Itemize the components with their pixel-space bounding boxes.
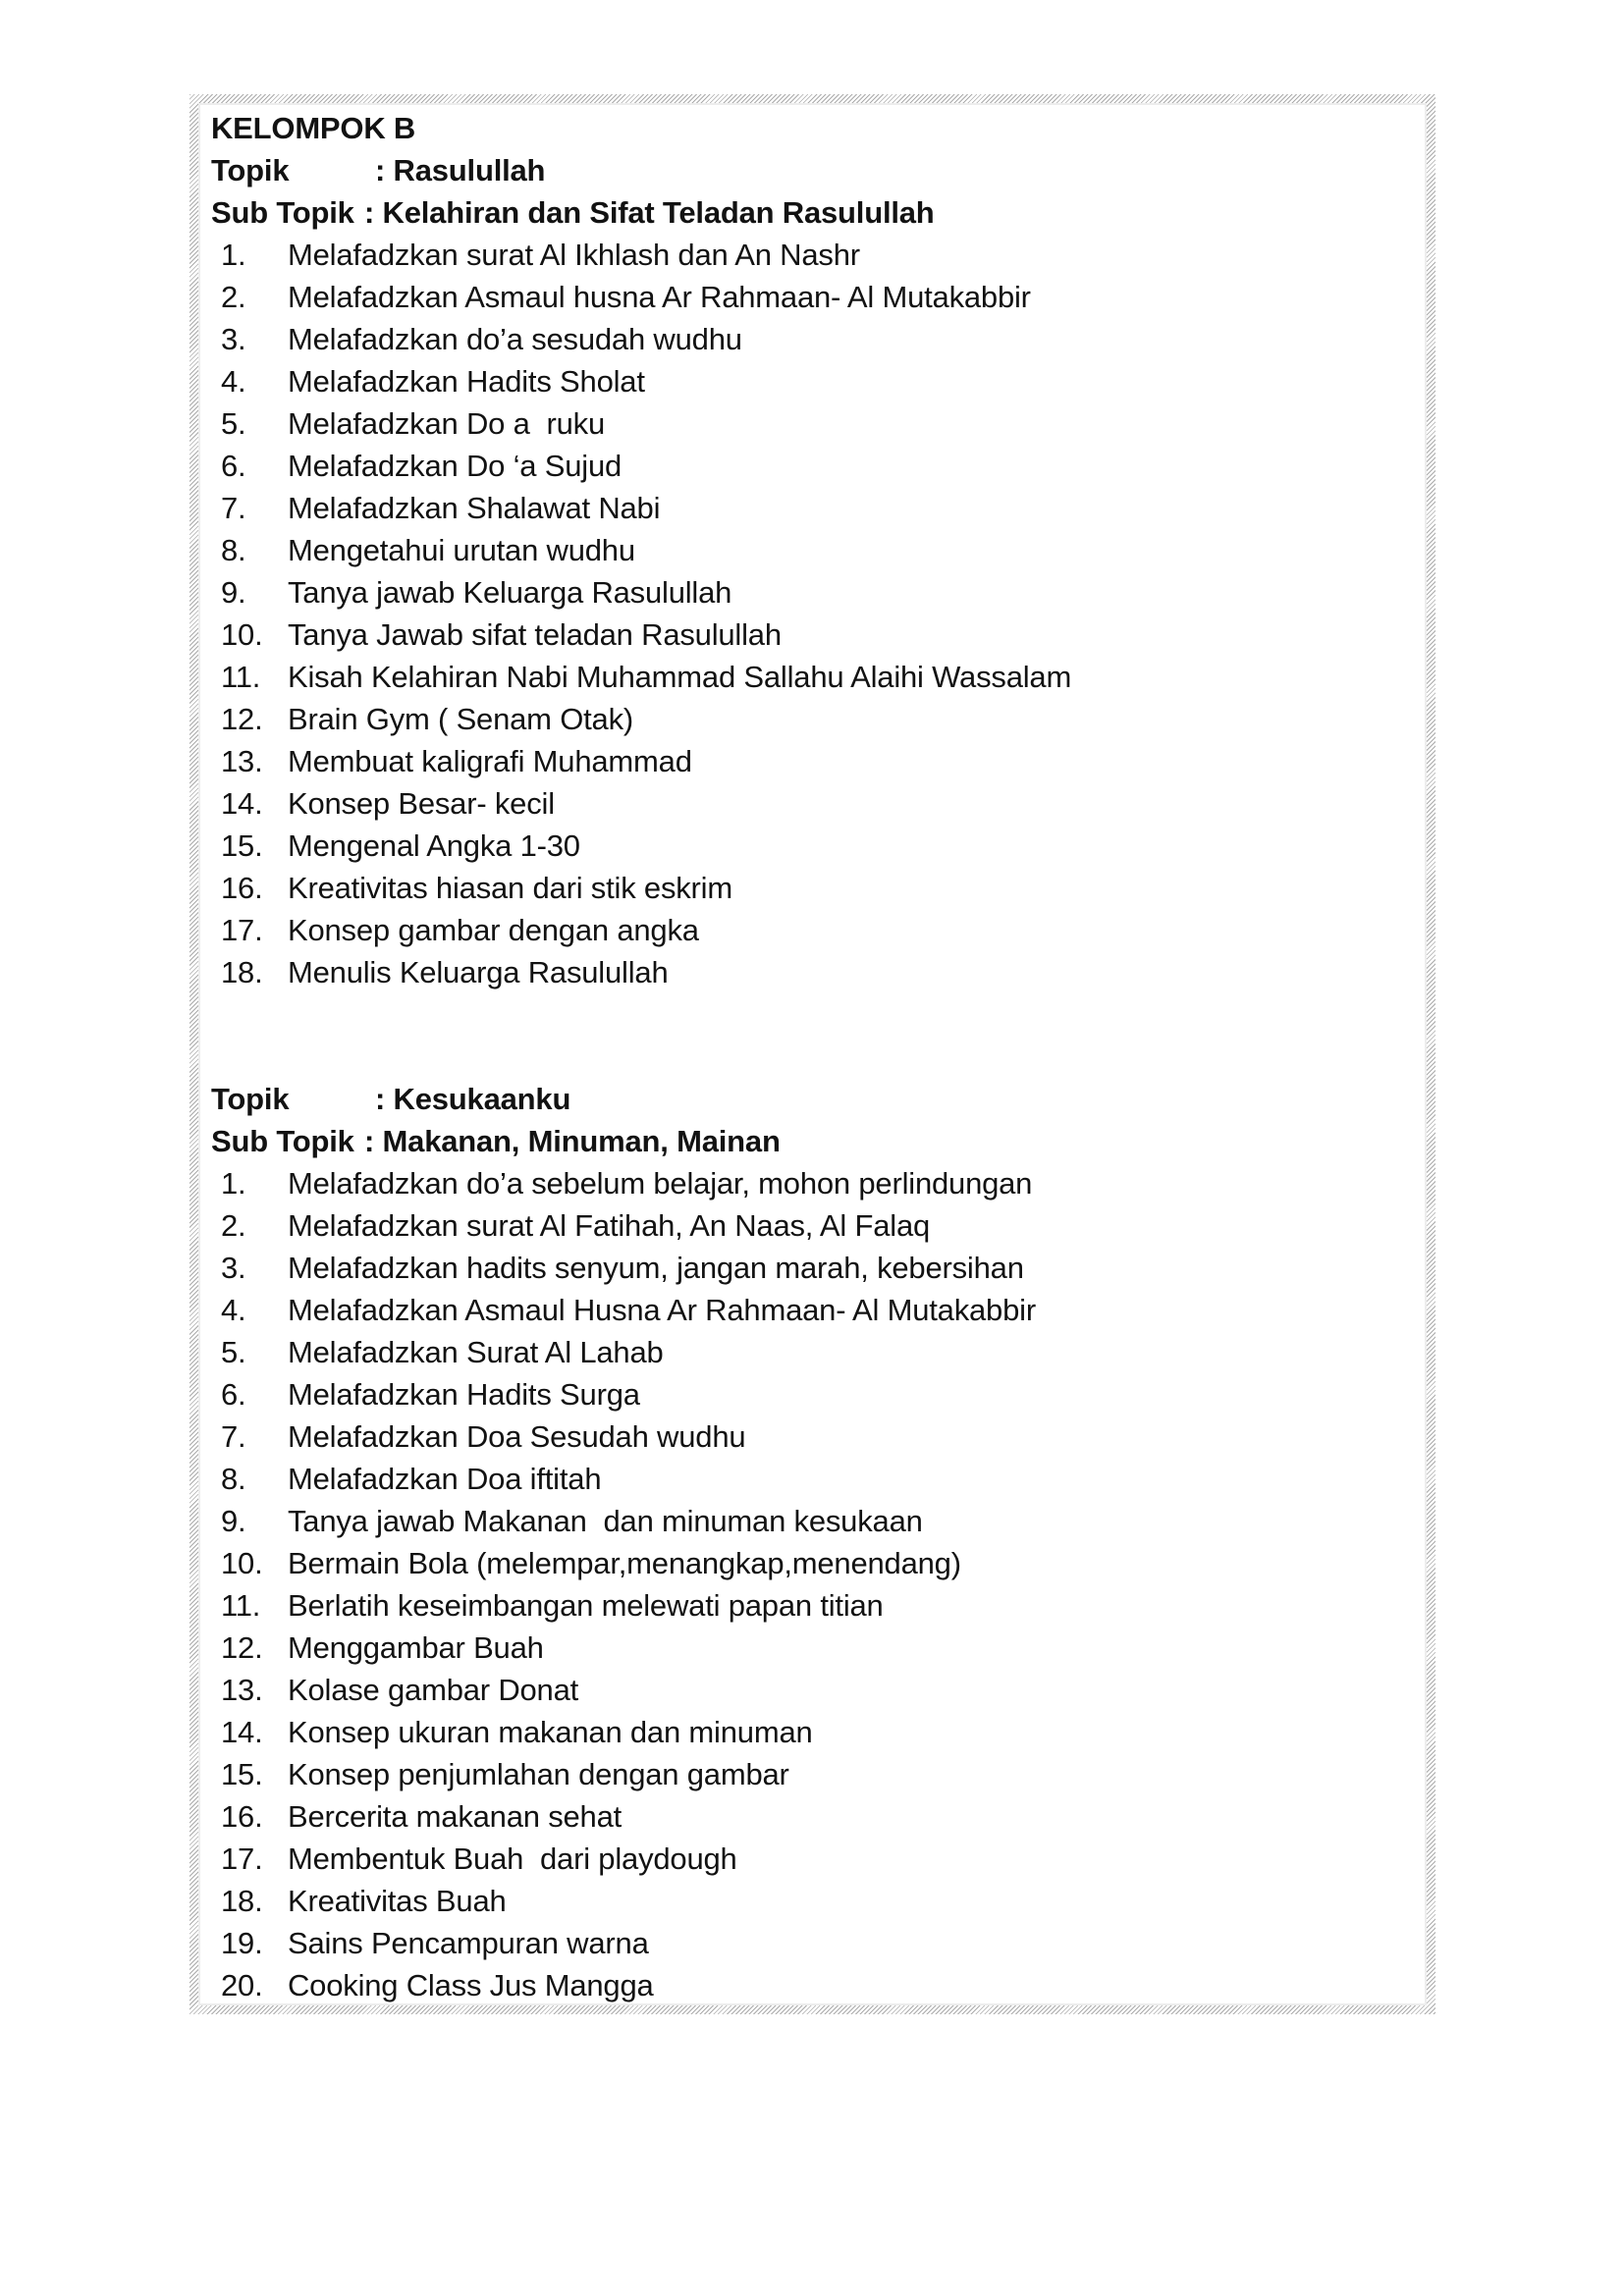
list-item bbox=[221, 909, 1417, 951]
list-item bbox=[221, 1753, 1417, 1795]
list-item bbox=[221, 1373, 1417, 1415]
list-item-number: 9. bbox=[221, 1504, 246, 1538]
list-item bbox=[221, 1162, 1417, 1204]
list-item-text: Melafadzkan Asmaul Husna Ar Rahmaan- Al Mutakabbir bbox=[288, 1293, 1036, 1327]
list-item bbox=[221, 1247, 1417, 1289]
list-item bbox=[221, 445, 1417, 487]
list-item bbox=[221, 1964, 1417, 2005]
list-item-number: 8. bbox=[221, 533, 246, 567]
list-item bbox=[221, 1880, 1417, 1922]
list-item-number: 12. bbox=[221, 702, 263, 736]
list-item-text: Kolase gambar Donat bbox=[288, 1673, 579, 1707]
list-item bbox=[221, 1458, 1417, 1500]
list-item bbox=[221, 1795, 1417, 1838]
list-item-number: 13. bbox=[221, 744, 263, 778]
list-item-number: 1. bbox=[221, 1166, 246, 1201]
list-item bbox=[221, 740, 1417, 782]
list-item-text: Melafadzkan Do ‘a Sujud bbox=[288, 449, 623, 483]
list-item-number: 13. bbox=[221, 1673, 263, 1707]
activity-list-2 bbox=[211, 1162, 1417, 2005]
list-item-text: Melafadzkan hadits senyum, jangan marah, kebersihan bbox=[288, 1251, 1024, 1285]
subtopic-value-2: : Makanan, Minuman, Mainan bbox=[364, 1124, 781, 1158]
list-item-number: 18. bbox=[221, 955, 263, 989]
list-item-number: 19. bbox=[221, 1926, 263, 1960]
list-item-text: Melafadzkan Shalawat Nabi bbox=[288, 491, 661, 525]
list-item bbox=[221, 867, 1417, 909]
list-item-text: Konsep ukuran makanan dan minuman bbox=[288, 1715, 813, 1749]
list-item-text: Tanya jawab Makanan dan minuman kesukaan bbox=[288, 1504, 923, 1538]
list-item-number: 17. bbox=[221, 1842, 263, 1876]
subtopic-row-2 bbox=[211, 1120, 1417, 1162]
subtopic-label-2: Sub Topik bbox=[211, 1124, 354, 1158]
list-item bbox=[221, 1204, 1417, 1247]
list-item-number: 10. bbox=[221, 617, 263, 652]
list-item-text: Membentuk Buah dari playdough bbox=[288, 1842, 737, 1876]
list-item bbox=[221, 276, 1417, 318]
subtopic-row-1 bbox=[211, 191, 1417, 234]
list-item-number: 1. bbox=[221, 238, 246, 272]
list-item-number: 2. bbox=[221, 1208, 246, 1243]
list-item-text: Melafadzkan surat Al Fatihah, An Naas, Al Falaq bbox=[288, 1208, 931, 1243]
list-item-text: Berlatih keseimbangan melewati papan titian bbox=[288, 1588, 884, 1623]
list-item bbox=[221, 1711, 1417, 1753]
list-item-number: 17. bbox=[221, 913, 263, 947]
list-item bbox=[221, 614, 1417, 656]
list-item-text: Brain Gym ( Senam Otak) bbox=[288, 702, 633, 736]
list-item-number: 9. bbox=[221, 575, 246, 610]
list-item bbox=[221, 951, 1417, 993]
list-item-text: Bermain Bola (melempar,menangkap,menendang) bbox=[288, 1546, 961, 1580]
list-item bbox=[221, 402, 1417, 445]
list-item bbox=[221, 529, 1417, 571]
list-item-number: 7. bbox=[221, 491, 246, 525]
list-item bbox=[221, 1289, 1417, 1331]
list-item bbox=[221, 1584, 1417, 1627]
list-item bbox=[221, 698, 1417, 740]
list-item bbox=[221, 234, 1417, 276]
list-item-number: 16. bbox=[221, 1799, 263, 1834]
list-item-text: Kreativitas hiasan dari stik eskrim bbox=[288, 871, 732, 905]
section-gap bbox=[211, 993, 1417, 1078]
list-item-number: 4. bbox=[221, 1293, 246, 1327]
list-item-text: Melafadzkan Do a ruku bbox=[288, 406, 605, 441]
list-item-text: Menggambar Buah bbox=[288, 1630, 544, 1665]
list-item-text: Tanya Jawab sifat teladan Rasulullah bbox=[288, 617, 782, 652]
list-item-number: 20. bbox=[221, 1968, 263, 2002]
list-item-text: Mengetahui urutan wudhu bbox=[288, 533, 635, 567]
list-item-text: Melafadzkan Doa Sesudah wudhu bbox=[288, 1419, 746, 1454]
topic-label-2: Topik bbox=[211, 1082, 290, 1116]
list-item-text: Kisah Kelahiran Nabi Muhammad Sallahu Alaihi Wassalam bbox=[288, 660, 1072, 694]
list-item bbox=[221, 1838, 1417, 1880]
list-item-text: Tanya jawab Keluarga Rasulullah bbox=[288, 575, 732, 610]
list-item-number: 8. bbox=[221, 1462, 246, 1496]
list-item bbox=[221, 1542, 1417, 1584]
list-item-text: Konsep gambar dengan angka bbox=[288, 913, 699, 947]
list-item-number: 5. bbox=[221, 406, 246, 441]
list-item-text: Melafadzkan Hadits Surga bbox=[288, 1377, 640, 1412]
document-border-frame bbox=[189, 94, 1435, 2014]
list-item-number: 5. bbox=[221, 1335, 246, 1369]
list-item-number: 11. bbox=[221, 1588, 261, 1623]
list-item-text: Melafadzkan do’a sebelum belajar, mohon perlindungan bbox=[288, 1166, 1033, 1201]
list-item-number: 14. bbox=[221, 1715, 263, 1749]
list-item bbox=[221, 1415, 1417, 1458]
list-item-number: 15. bbox=[221, 1757, 263, 1791]
list-item bbox=[221, 571, 1417, 614]
list-item-number: 18. bbox=[221, 1884, 263, 1918]
list-item-text: Melafadzkan Doa iftitah bbox=[288, 1462, 602, 1496]
list-item bbox=[221, 318, 1417, 360]
list-item-number: 14. bbox=[221, 786, 263, 821]
group-title: KELOMPOK B bbox=[211, 111, 416, 145]
list-item bbox=[221, 360, 1417, 402]
list-item-number: 2. bbox=[221, 280, 246, 314]
list-item-number: 6. bbox=[221, 1377, 246, 1412]
topic-value-2: : Kesukaanku bbox=[375, 1082, 571, 1116]
list-item-text: Melafadzkan surat Al Ikhlash dan An Nashr bbox=[288, 238, 860, 272]
list-item bbox=[221, 782, 1417, 825]
document-content bbox=[198, 103, 1427, 2005]
activity-list-1 bbox=[211, 234, 1417, 993]
list-item-text: Mengenal Angka 1-30 bbox=[288, 828, 580, 863]
list-item-text: Melafadzkan Surat Al Lahab bbox=[288, 1335, 664, 1369]
list-item-text: Sains Pencampuran warna bbox=[288, 1926, 649, 1960]
list-item-number: 12. bbox=[221, 1630, 263, 1665]
list-item-number: 3. bbox=[221, 1251, 246, 1285]
list-item bbox=[221, 1331, 1417, 1373]
list-item-text: Konsep penjumlahan dengan gambar bbox=[288, 1757, 789, 1791]
list-item bbox=[221, 825, 1417, 867]
topic-value-1: : Rasulullah bbox=[375, 153, 546, 187]
list-item bbox=[221, 1500, 1417, 1542]
list-item-number: 15. bbox=[221, 828, 263, 863]
list-item bbox=[221, 1669, 1417, 1711]
list-item-text: Konsep Besar- kecil bbox=[288, 786, 555, 821]
topic-label-1: Topik bbox=[211, 153, 290, 187]
list-item-number: 3. bbox=[221, 322, 246, 356]
list-item bbox=[221, 1922, 1417, 1964]
topic-row-2 bbox=[211, 1078, 1417, 1120]
list-item-number: 7. bbox=[221, 1419, 246, 1454]
list-item-text: Cooking Class Jus Mangga bbox=[288, 1968, 654, 2002]
list-item-number: 11. bbox=[221, 660, 261, 694]
topic-row-1 bbox=[211, 149, 1417, 191]
list-item bbox=[221, 656, 1417, 698]
list-item-number: 6. bbox=[221, 449, 246, 483]
list-item-text: Melafadzkan Hadits Sholat bbox=[288, 364, 645, 399]
list-item-text: Melafadzkan do’a sesudah wudhu bbox=[288, 322, 742, 356]
list-item-number: 10. bbox=[221, 1546, 263, 1580]
list-item-number: 16. bbox=[221, 871, 263, 905]
subtopic-value-1: : Kelahiran dan Sifat Teladan Rasulullah bbox=[364, 195, 935, 230]
subtopic-label-1: Sub Topik bbox=[211, 195, 354, 230]
list-item-text: Membuat kaligrafi Muhammad bbox=[288, 744, 692, 778]
list-item-text: Kreativitas Buah bbox=[288, 1884, 507, 1918]
list-item-text: Menulis Keluarga Rasulullah bbox=[288, 955, 669, 989]
list-item-number: 4. bbox=[221, 364, 246, 399]
list-item bbox=[221, 487, 1417, 529]
list-item-text: Bercerita makanan sehat bbox=[288, 1799, 623, 1834]
list-item bbox=[221, 1627, 1417, 1669]
list-item-text: Melafadzkan Asmaul husna Ar Rahmaan- Al Mutakabbir bbox=[288, 280, 1031, 314]
